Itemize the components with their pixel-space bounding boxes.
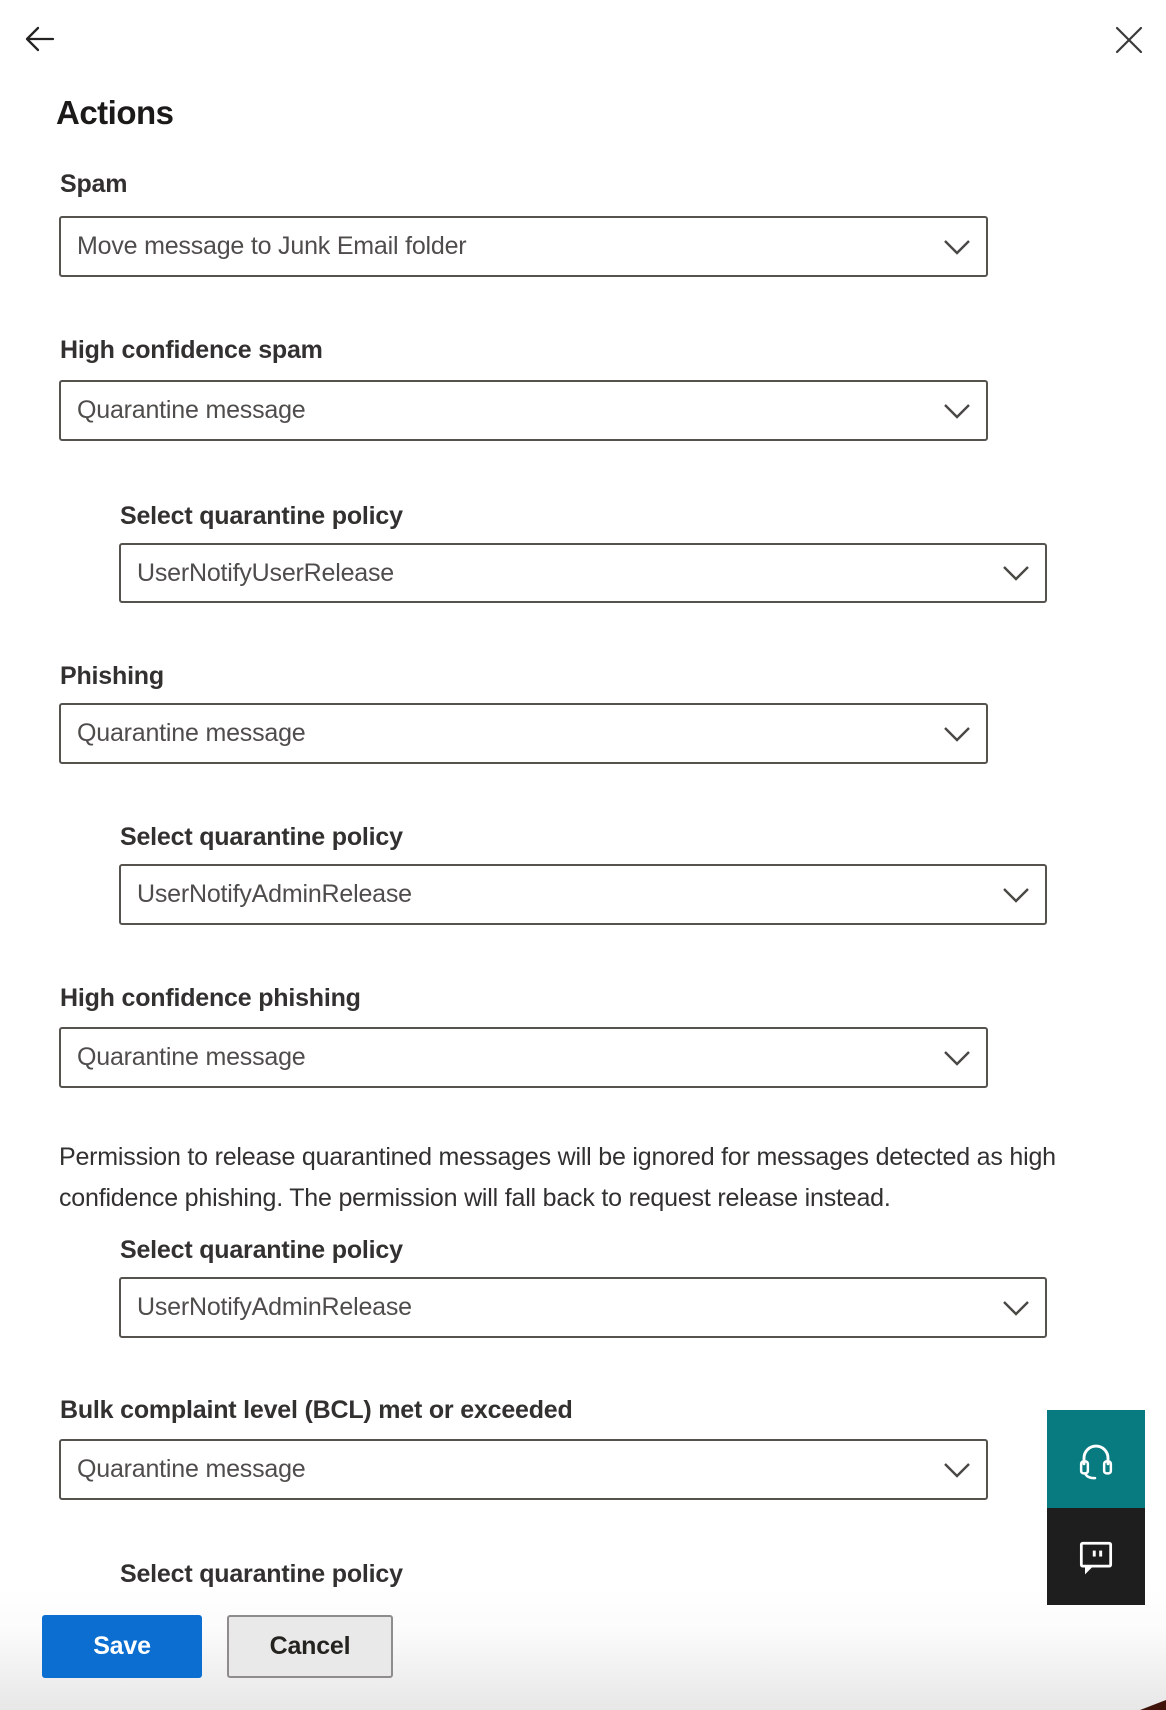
- high-confidence-spam-label: High confidence spam: [60, 336, 323, 364]
- bcl-action-select[interactable]: [59, 1439, 988, 1500]
- high-confidence-phishing-note: Permission to release quarantined messages will be ignored for messages detected as high confidence phishing. The permission will fall back to request release instead.: [59, 1143, 1056, 1212]
- quarantine-policy-value-3: UserNotifyAdminRelease: [137, 1293, 412, 1321]
- chevron-down-icon: [942, 398, 972, 424]
- quarantine-policy-select-1[interactable]: [119, 543, 1047, 603]
- spam-action-select[interactable]: [59, 216, 988, 277]
- bcl-label: Bulk complaint level (BCL) met or exceeded: [60, 1396, 573, 1424]
- high-confidence-phishing-action-value: Quarantine message: [77, 1043, 306, 1071]
- back-button[interactable]: [22, 22, 56, 56]
- chevron-down-icon: [1001, 882, 1031, 908]
- spam-action-value: Move message to Junk Email folder: [77, 232, 467, 260]
- spam-label: Spam: [60, 170, 128, 198]
- bcl-action-value: Quarantine message: [77, 1455, 306, 1483]
- save-button[interactable]: Save: [42, 1615, 202, 1678]
- high-confidence-spam-action-value: Quarantine message: [77, 396, 306, 424]
- arrow-left-icon: [22, 22, 56, 56]
- chevron-down-icon: [942, 1457, 972, 1483]
- high-confidence-phishing-label: High confidence phishing: [60, 984, 361, 1012]
- feedback-button[interactable]: [1047, 1508, 1145, 1605]
- phishing-action-value: Quarantine message: [77, 719, 306, 747]
- headset-icon: [1073, 1436, 1119, 1482]
- quarantine-policy-value-2: UserNotifyAdminRelease: [137, 880, 412, 908]
- chevron-down-icon: [942, 721, 972, 747]
- cancel-button[interactable]: Cancel: [227, 1615, 393, 1678]
- high-confidence-spam-action-select[interactable]: [59, 380, 988, 441]
- quarantine-policy-label-1: Select quarantine policy: [120, 502, 403, 530]
- page-title: Actions: [56, 94, 174, 131]
- chevron-down-icon: [942, 1045, 972, 1071]
- chat-bubble-icon: [1074, 1535, 1118, 1579]
- phishing-action-select[interactable]: [59, 703, 988, 764]
- quarantine-policy-select-3[interactable]: [119, 1277, 1047, 1338]
- close-button[interactable]: [1114, 25, 1144, 55]
- phishing-label: Phishing: [60, 662, 164, 690]
- close-icon: [1114, 25, 1144, 55]
- quarantine-policy-value-1: UserNotifyUserRelease: [137, 558, 394, 587]
- corner-artifact: [1140, 1700, 1166, 1710]
- quarantine-policy-label-3: Select quarantine policy: [120, 1236, 403, 1264]
- support-button[interactable]: [1047, 1410, 1145, 1508]
- quarantine-policy-label-4: Select quarantine policy: [120, 1560, 403, 1588]
- chevron-down-icon: [942, 234, 972, 260]
- chevron-down-icon: [1001, 1295, 1031, 1321]
- quarantine-policy-select-2[interactable]: [119, 864, 1047, 925]
- quarantine-policy-label-2: Select quarantine policy: [120, 823, 403, 851]
- high-confidence-phishing-action-select[interactable]: [59, 1027, 988, 1088]
- chevron-down-icon: [1001, 560, 1031, 586]
